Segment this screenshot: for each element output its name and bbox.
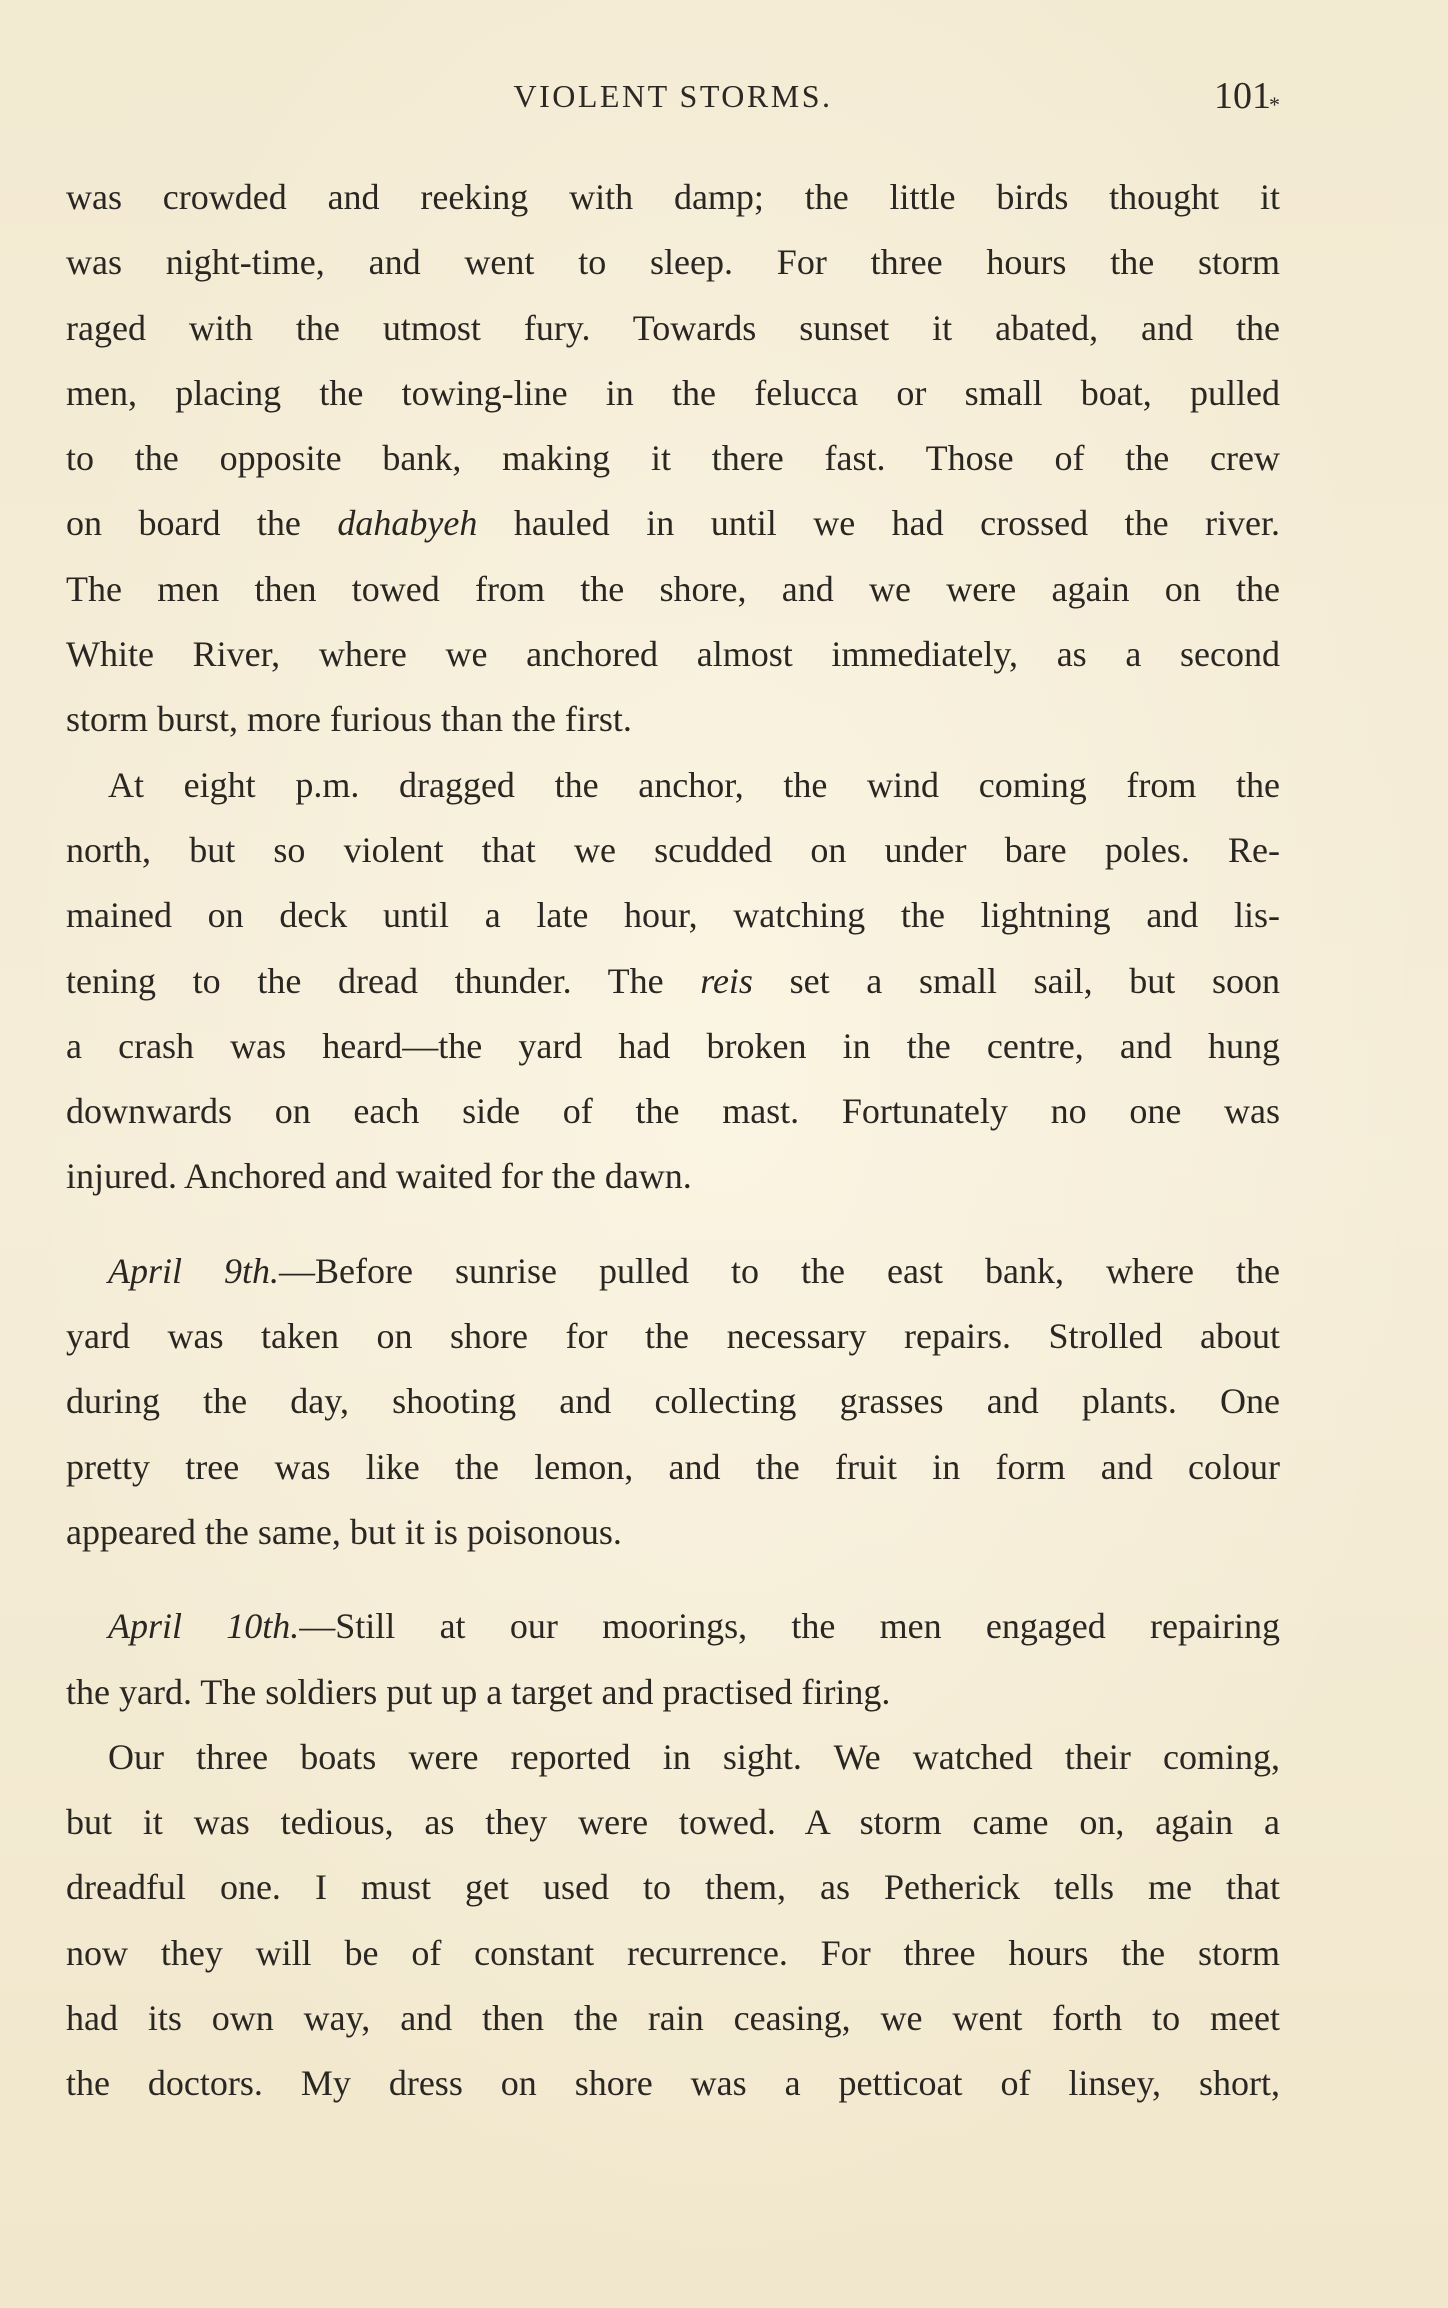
- text-line: pretty tree was like the lemon, and the fruit in form and colour: [66, 1446, 1280, 1487]
- page-number-mark: *: [1269, 92, 1280, 117]
- text-line: April 9th.—Before sunrise pulled to the east bank, where the: [108, 1250, 1280, 1291]
- text-line: now they will be of constant recurrence. For three hours the storm: [66, 1932, 1280, 1973]
- text-line: White River, where we anchored almost immediately, as a second: [66, 634, 1280, 675]
- italic-text: dahabyeh: [337, 503, 478, 544]
- text-line: yard was taken on shore for the necessary repairs. Strolled about: [66, 1316, 1280, 1357]
- text-line: downwards on each side of the mast. Fortunately no one was: [66, 1091, 1280, 1132]
- text-line: on board the dahabyeh hauled in until we had crossed the river.: [66, 503, 1280, 544]
- page-number-value: 101: [1214, 75, 1271, 117]
- text-line: At eight p.m. dragged the anchor, the wind coming from the: [108, 764, 1280, 805]
- paragraph: [66, 1594, 1280, 1725]
- paragraph: [66, 165, 1280, 753]
- text-line: had its own way, and then the rain ceasing, we went forth to meet: [66, 1998, 1280, 2039]
- running-head: [66, 72, 1280, 122]
- text-line: storm burst, more furious than the first.: [66, 699, 632, 740]
- text-line: to the opposite bank, making it there fast. Those of the crew: [66, 438, 1280, 479]
- paragraph: [66, 1239, 1280, 1565]
- text-line: raged with the utmost fury. Towards sunset it abated, and the: [66, 307, 1280, 348]
- text-line: The men then towed from the shore, and we were again on the: [66, 568, 1280, 609]
- text-line: north, but so violent that we scudded on under bare poles. Re-: [66, 829, 1280, 870]
- text-line: during the day, shooting and collecting grasses and plants. One: [66, 1381, 1280, 1422]
- paragraph: [66, 753, 1280, 1210]
- text-line: April 10th.—Still at our moorings, the men engaged repairing: [108, 1606, 1280, 1647]
- italic-text: April 10th.: [108, 1606, 300, 1647]
- text-line: men, placing the towing-line in the felucca or small boat, pulled: [66, 372, 1280, 413]
- body-text: [66, 165, 1280, 2117]
- text-line: dreadful one. I must get used to them, as Petherick tells me that: [66, 1867, 1280, 1908]
- text-line: but it was tedious, as they were towed. A storm came on, again a: [66, 1802, 1280, 1843]
- italic-text: April 9th.: [108, 1250, 280, 1291]
- running-title: VIOLENT STORMS.: [513, 78, 833, 114]
- text-line: injured. Anchored and waited for the dawn.: [66, 1156, 692, 1197]
- text-line: Our three boats were reported in sight. We watched their coming,: [108, 1736, 1280, 1777]
- text-line: was night-time, and went to sleep. For three hours the storm: [66, 242, 1280, 283]
- text-line: a crash was heard—the yard had broken in the centre, and hung: [66, 1025, 1280, 1066]
- text-line: tening to the dread thunder. The reis set a small sail, but soon: [66, 960, 1280, 1001]
- text-line: the doctors. My dress on shore was a petticoat of linsey, short,: [66, 2063, 1280, 2104]
- paragraph: [66, 1725, 1280, 2117]
- text-line: was crowded and reeking with damp; the little birds thought it: [66, 177, 1280, 217]
- page-number: [1214, 74, 1280, 118]
- text-line: mained on deck until a late hour, watching the lightning and lis-: [66, 895, 1280, 936]
- text-line: the yard. The soldiers put up a target and practised firing.: [66, 1671, 891, 1712]
- text-line: appeared the same, but it is poisonous.: [66, 1511, 622, 1552]
- italic-text: reis: [700, 960, 753, 1001]
